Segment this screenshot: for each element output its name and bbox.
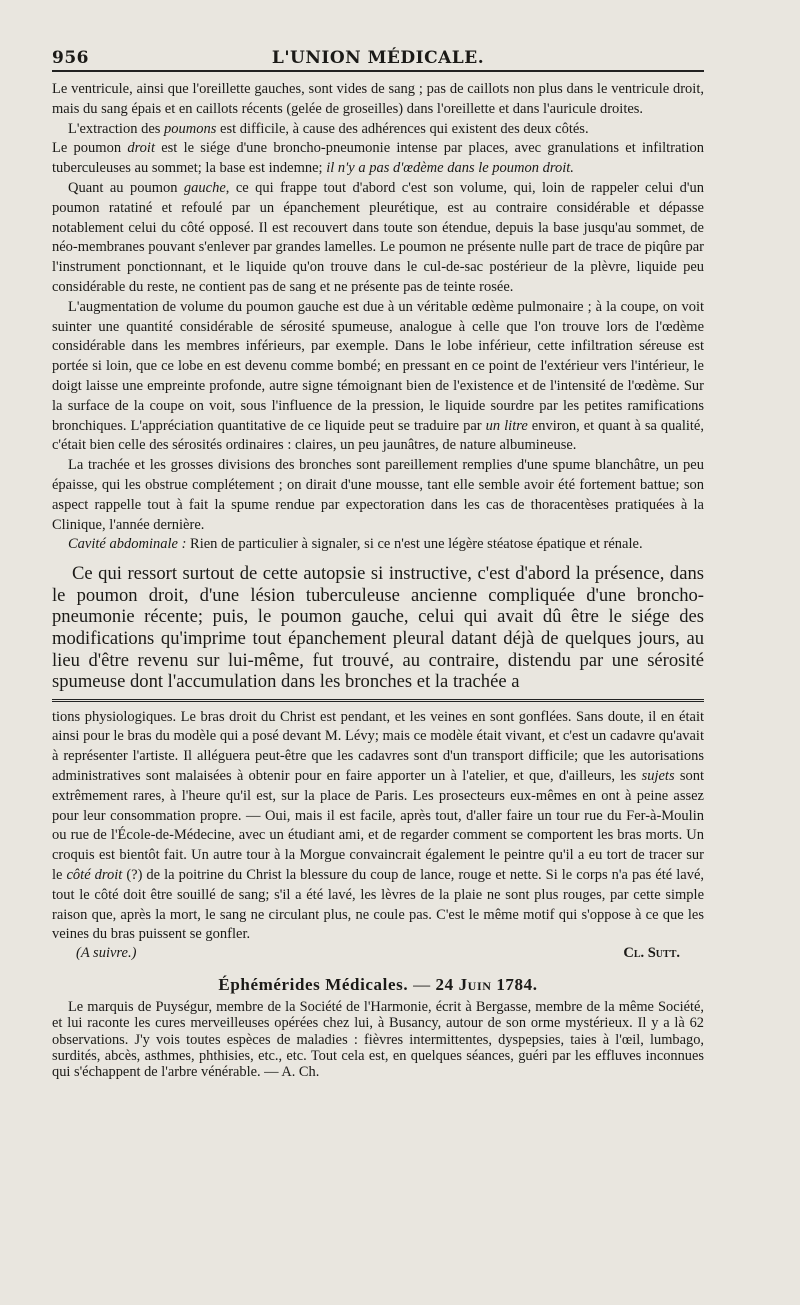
page-number: 956: [52, 48, 89, 68]
text-run: Le poumon: [52, 140, 128, 157]
paragraph-right-lung: [52, 139, 704, 179]
feuilleton-footer: [52, 945, 704, 965]
text-run: L'extraction des: [68, 120, 165, 137]
paragraph-lung-extraction: [52, 120, 704, 140]
italic-run: côté droit: [66, 867, 123, 884]
feuilleton-separator: [52, 699, 704, 702]
italic-run: poumons: [164, 120, 217, 137]
paragraph-text: Le ventricule, ainsi que l'oreillette gauches, sont vides de sang ; pas de caillots non plus dans le ventricule droit, mais du sang épais et en caillots récents (gelée de groseilles) dans l'oreillette et dans l'auricule droites.: [52, 81, 704, 117]
paragraph-text: La trachée et les grosses divisions des bronches sont pareillement remplies d'une spume blanchâtre, un peu épaisse, qui les obstrue complétement ; on dirait d'une mousse, tant elle semble avoir été fortement battue; son aspect rappelle tout à fait la spume rendue par expectoration dans les cas de thoracentèses pratiquées à la Clinique, l'année dernière.: [52, 457, 704, 533]
ephemerides-title: Éphémérides Médicales.: [218, 975, 409, 995]
text-run: Rien de particulier à signaler, si ce n'est une légère stéatose épatique et rénale.: [186, 536, 643, 553]
paragraph-trachea: [52, 456, 704, 535]
paragraph-edema: [52, 298, 704, 456]
author-signature: Cl. Sutt.: [623, 945, 680, 962]
ephemerides-heading: [52, 975, 704, 995]
text-run: est difficile, à cause des adhérences qui existent des deux côtés.: [216, 120, 589, 137]
to-be-continued: (A suivre.): [76, 945, 137, 962]
text-run: L'augmentation de volume du poumon gauche est due à un véritable œdème pulmonaire ; à la coupe, on voit suinter une quantité considérable de sérosité spumeuse, analogue à celle que l'on trouve lors de l'œdème considérable dans les membres inférieurs, par exemple. Dans le lobe inférieur, cette infiltration séreuse est portée si loin, que ce lobe en est devenu comme bombé; en pressant en ce point de l'extérieur vers l'intérieur, le doigt laisse une empreinte profonde, autre signe témoignant bien de l'existence et de l'intensité de l'œdème. Sur la surface de la coupe on voit, sous l'influence de la pression, le liquide sourdre par les petites ramifications bronchiques. L'appréciation quantitative de ce liquide peut se traduire par: [52, 298, 704, 434]
running-title: L'UNION MÉDICALE.: [271, 48, 485, 68]
commentary-paragraph: Ce qui ressort surtout de cette autopsie si instructive, c'est d'abord la présence, dans le poumon droit, d'une lésion tuberculeuse ancienne compliquée d'une broncho-pneumonie récente; puis, le poumon gauche, celui qui avait dû être le siége des modifications qu'imprime tout épanchement pleural datant déjà de quelques jours, au lieu d'être revenu sur lui-même, fut trouvé, au contraire, distendu par une sérosité spumeuse dont l'accumulation dans les bronches et la trachée a: [52, 563, 704, 693]
paragraph-abdomen: [52, 535, 704, 555]
header-rule: [52, 70, 704, 72]
text-run: sont extrêmement rares, à l'heure qu'il est, sur la place de Paris. Les prosecteurs eux-mêmes en ont à peine assez pour leur consommation propre. — Oui, mais il est facile, après tout, d'aller faire un tour rue du Fer-à-Moulin ou rue de l'École-de-Médecine, avec un étudiant ami, et de regarder comment se comportent les bras morts. Un croquis est bientôt fait. Un autre tour à la Morgue convaincrait également le peintre qu'il a eu tort de tracer sur le: [52, 768, 704, 884]
paragraph-ventricles: [52, 80, 704, 120]
italic-run: droit: [127, 140, 155, 157]
text-run: , ce qui frappe tout d'abord c'est son volume, qui, loin de rappeler celui d'un poumon ratatiné et refoulé par un épanchement pleurétique, est au contraire considérable et dépasse notablement celui du côté opposé. Il est recouvert dans toute son étendue, depuis la base jusqu'au sommet, de néo-membranes pouvant s'enlever par grandes lamelles. Le poumon ne présente nulle part de trace de piqûre par l'instrument ponctionnant, et le liquide qu'on trouve dans le cul-de-sac postérieur de la plèvre, liquide peu considérable du reste, ne contient pas de sang et ne présente pas de teinte rosée.: [52, 179, 704, 295]
text-run: est le siége d'une broncho-pneumonie intense par places, avec granulations et infiltration tuberculeuses au sommet; la base est indemne;: [52, 140, 704, 177]
feuilleton-section: [52, 708, 704, 1081]
italic-run: gauche: [183, 179, 226, 196]
ephemerides-date: 24 Juin 1784.: [435, 975, 538, 995]
paragraph-left-lung: [52, 179, 704, 298]
italic-run: un litre: [485, 417, 528, 434]
italic-run: sujets: [641, 768, 675, 785]
text-run: tions physiologiques. Le bras droit du Christ est pendant, et les veines en sont gonflées. Sans doute, il en était ainsi pour le bras du modèle qui a posé devant M. Lévy; mais ce modèle était vivant, et c'est un cadavre qu'avait à représenter l'artiste. Il alléguera peut-être que les cadavres sont d'un transport difficile; que les autorisations administratives sont malaisées à obtenir pour en faire apporter un à l'atelier, et que, d'ailleurs, les: [52, 708, 704, 785]
page-header: [52, 38, 704, 70]
italic-run: il n'y a pas d'œdème dans le poumon droit.: [326, 160, 574, 177]
autopsy-section: [52, 80, 704, 555]
italic-run: Cavité abdominale :: [68, 536, 187, 553]
ephemerides-paragraph: Le marquis de Puységur, membre de la Société de l'Harmonie, écrit à Bergasse, membre de la même Société, et lui raconte les cures merveilleuses opérées chez lui, à Busancy, autour de son orme mystérieux. Il y a là 62 observations. J'y vois toutes espèces de maladies : fièvres intermittentes, dyspepsies, taies à l'œil, lumbago, surdités, abcès, asthmes, phthisies, etc., etc. Tout cela est, en quelques séances, guéri par les effluves inconnues qui s'échappent de l'arbre vénérable. — A. Ch.: [52, 999, 704, 1081]
feuilleton-paragraph: [52, 708, 704, 946]
text-run: (?) de la poitrine du Christ la blessure du coup de lance, rouge et nette. Si le corps n'a pas été lavé, tout le côté doit être souillé de sang; s'il a été lavé, les lèvres de la plaie ne sont plus rouges, par cette simple raison que, après la mort, le sang ne circulant plus, ne coule pas. C'est le même motif qui s'oppose à ce que les veines du bras puissent se gonfler.: [52, 867, 705, 943]
text-run: environ, et quant à sa qualité, c'était bien celle des sérosités ordinaires : claires, un peu jaunâtres, de nature albumineuse.: [52, 417, 704, 454]
ephemerides-dash: —: [413, 975, 431, 995]
text-run: Quant au poumon: [68, 179, 184, 196]
